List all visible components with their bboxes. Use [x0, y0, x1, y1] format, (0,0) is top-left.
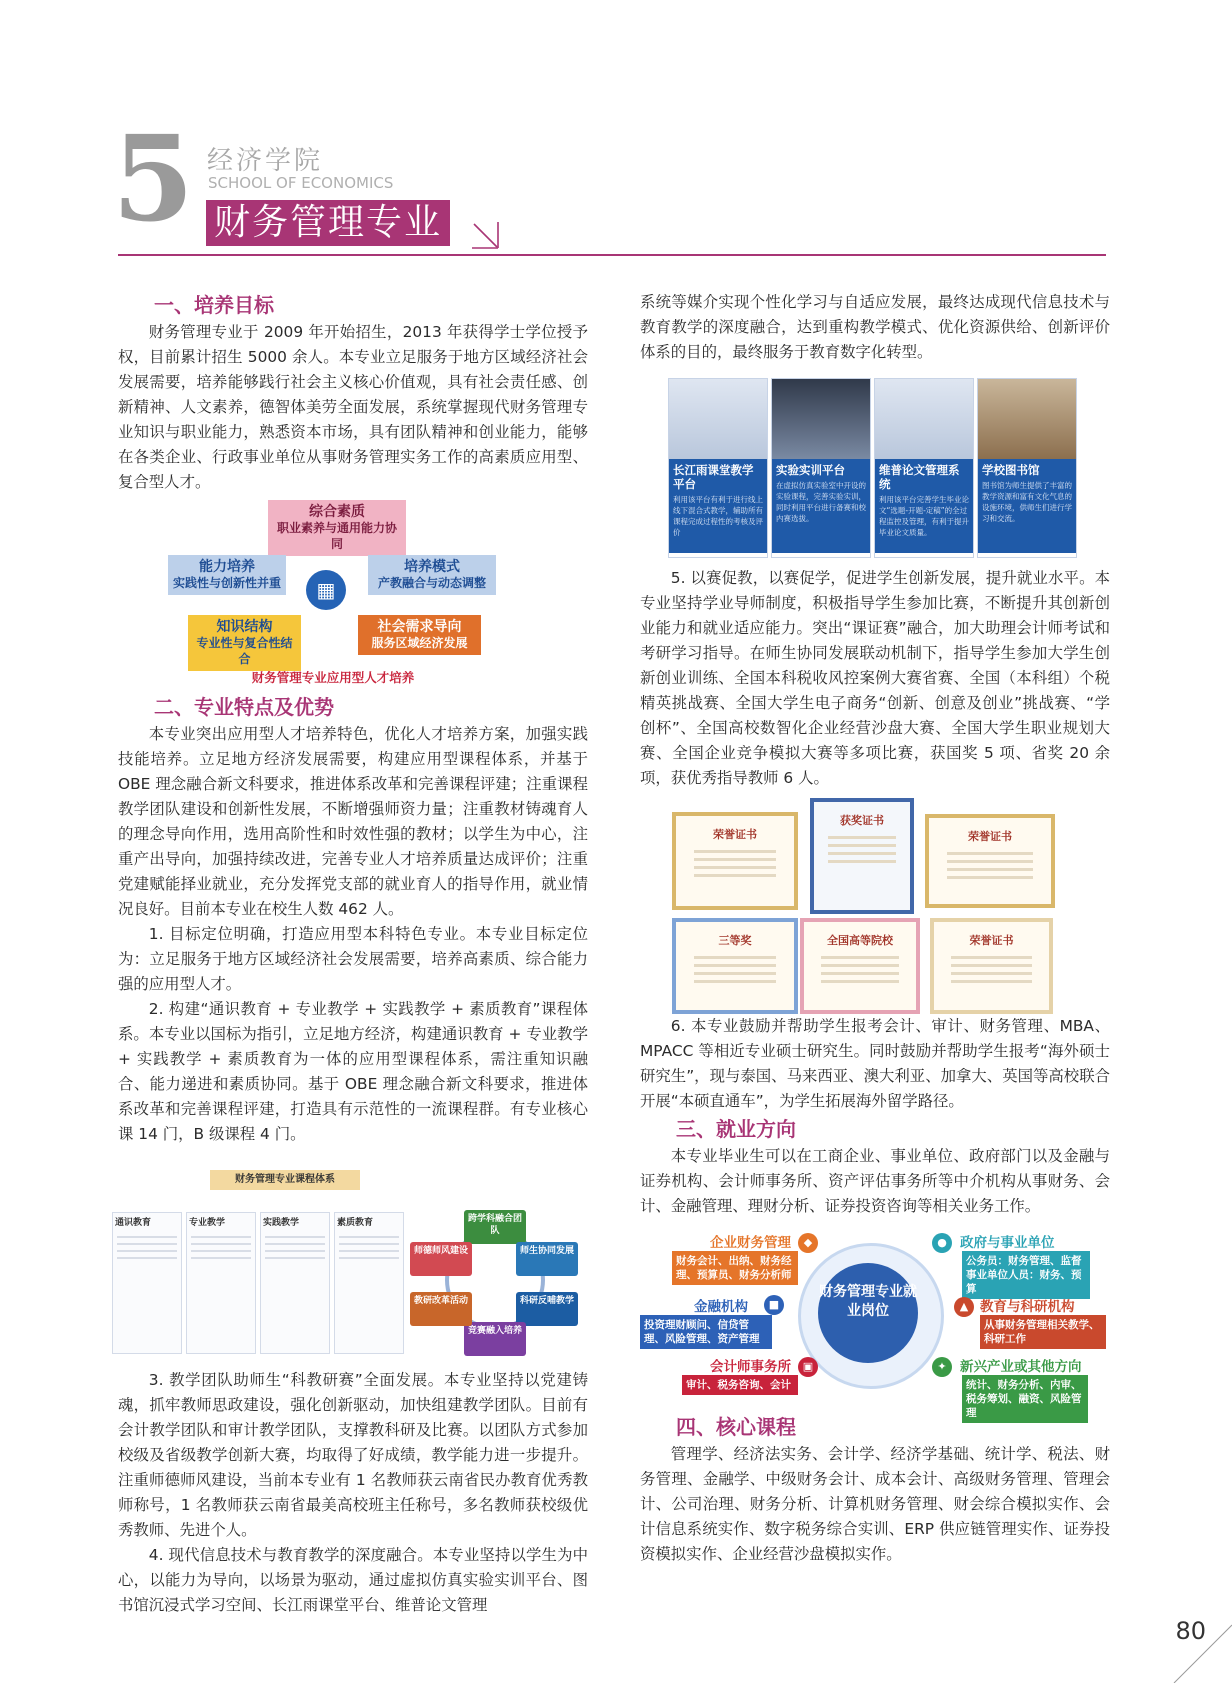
employment-accounting-detail: 审计、税务咨询、会计 — [682, 1375, 798, 1395]
course-col-quality: 素质教育 — [334, 1212, 404, 1354]
section-3-title: 三、就业方向 — [676, 1117, 796, 1141]
bank-icon: ■ — [764, 1295, 784, 1315]
chapter-number: 5 — [112, 109, 195, 248]
employment-enterprise-detail: 财务会计、出纳、财务经理、预算员、财务分析师 — [672, 1251, 798, 1285]
briefcase-icon: ◆ — [798, 1233, 818, 1253]
employment-emerging-detail: 统计、财务分析、内审、税务筹划、融资、风险管理 — [962, 1375, 1088, 1423]
corner-arrow-icon — [470, 220, 500, 250]
certificate-5: 全国高等院校 — [800, 918, 920, 1014]
right-column-top — [640, 290, 1110, 365]
employment-education-title: 教育与科研机构 — [980, 1299, 1075, 1315]
diagram-box-quality: 综合素质 职业素养与通用能力协同 — [268, 500, 406, 556]
section-4-paragraph: 管理学、经济法实务、会计学、经济学基础、统计学、税法、财务管理、金融学、中级财务会计、成本会计、高级财务管理、管理会计、公司治理、财务分析、计算机财务管理、财会综合模拟实作、会计信息系统实作、数字税务综合实训、ERP 供应链管理实作、证券投资模拟实作、企业经营沙盘模拟实作。 — [640, 1445, 1110, 1563]
book-icon: ▲ — [954, 1297, 974, 1317]
team-node-competition: 竞赛融入培养 — [464, 1322, 526, 1356]
certificate-2: 获奖证书 — [810, 798, 914, 914]
diagram-box-demand: 社会需求导向 服务区域经济发展 — [358, 615, 481, 655]
team-node-research: 科研反哺教学 — [516, 1292, 578, 1326]
corner-decoration — [1152, 1603, 1232, 1683]
team-node-ethics: 师德师风建设 — [410, 1242, 472, 1276]
location-icon: ● — [932, 1233, 952, 1253]
section-2 — [118, 692, 588, 1147]
building-icon: ▦ — [306, 570, 346, 610]
section-2-paragraph-2: 1. 目标定位明确，打造应用型本科特色专业。本专业目标定位为：立足服务于地方区域经济社会发展需要，培养高素质、综合能力强的应用型人才。 — [118, 925, 588, 993]
platform-card-library: 学校图书馆 图书馆为师生提供了丰富的教学资源和富有文化气息的设施环境，供师生们进行学习和交流。 — [977, 378, 1077, 558]
diagram-box-knowledge: 知识结构 专业性与复合性结合 — [188, 615, 301, 671]
platform-card-lab: 实验实训平台 在虚拟仿真实验室中开设的实验课程，完善实验实训，同时利用平台进行备赛和校内赛选拔。 — [771, 378, 871, 558]
diagram-box-ability: 能力培养 实践性与创新性并重 — [168, 555, 286, 595]
training-diagram — [168, 500, 498, 680]
platform-screenshot — [978, 379, 1076, 459]
diagram-caption: 财务管理专业应用型人才培养 — [251, 670, 415, 685]
section-2-paragraph-5-continued: 系统等媒介实现个性化学习与自适应发展，最终达成现代信息技术与教育教学的深度融合，达到重构教学模式、优化资源供给、创新评价体系的目的，最终服务于教育数字化转型。 — [640, 293, 1110, 361]
calculator-icon: ▣ — [798, 1357, 818, 1377]
course-system-title: 财务管理专业课程体系 — [210, 1170, 360, 1190]
certificate-3: 荣誉证书 — [925, 814, 1055, 908]
diagram-box-mode: 培养模式 产教融合与动态调整 — [368, 555, 496, 595]
school-name-en: SCHOOL OF ECONOMICS — [208, 174, 394, 192]
employment-education-detail: 从事财务管理相关教学、科研工作 — [980, 1315, 1106, 1349]
right-column-middle — [640, 1014, 1110, 1219]
team-node-reform: 教研改革活动 — [410, 1292, 472, 1326]
school-name-cn: 经济学院 — [207, 146, 324, 176]
certificate-1: 荣誉证书 — [672, 812, 798, 910]
employment-finance-detail: 投资理财顾问、信贷管理、风险管理、资产管理 — [640, 1315, 772, 1349]
section-2-paragraph-4: 3. 教学团队助师生“科教研赛”全面发展。本专业坚持以党建铸魂，抓牢教师思政建设，强化创新驱动，加快组建教学团队。目前有会计教学团队和审计教学团队，支撑教科研及比赛。以团队方式参加校级及省级教学创新大赛，均取得了好成绩，教学能力进一步提升。注重师德师风建设，当前本专业有 1 名教师获云南省民办教育优秀教师称号，1 名教师获云南省最美高校班主任称号，多名教师获校级优秀教师、先进个人。 — [118, 1371, 588, 1539]
major-title: 财务管理专业 — [206, 200, 450, 246]
course-col-general: 通识教育 — [112, 1212, 182, 1354]
team-cycle-diagram — [410, 1210, 580, 1360]
section-2-paragraph-6-block — [640, 566, 1110, 791]
section-2-paragraph-7: 6. 本专业鼓励并帮助学生报考会计、审计、财务管理、MBA、MPACC 等相近专业硕士研究生。同时鼓励并帮助学生报考“海外硕士研究生”，现与泰国、马来西亚、澳大利亚、加拿大、英国等高校联合开展“本硕直通车”，为学生拓展海外留学路径。 — [640, 1017, 1110, 1110]
header-rule — [118, 254, 1106, 256]
employment-finance-title: 金融机构 — [694, 1299, 748, 1315]
section-1-title: 一、培养目标 — [154, 293, 274, 317]
certificate-6: 荣誉证书 — [930, 918, 1053, 1014]
section-3-paragraph: 本专业毕业生可以在工商企业、事业单位、政府部门以及金融与证券机构、会计师事务所、资产评估事务所等中介机构从事财务、会计、金融管理、理财分析、证券投资咨询等相关业务工作。 — [640, 1147, 1110, 1215]
employment-emerging-title: 新兴产业或其他方向 — [960, 1359, 1082, 1375]
employment-center: 财务管理专业就业岗位 — [818, 1263, 918, 1363]
growth-icon: ✦ — [932, 1357, 952, 1377]
employment-accounting-title: 会计师事务所 — [710, 1359, 791, 1375]
platform-screenshot — [875, 379, 973, 459]
certificate-4: 三等奖 — [672, 918, 798, 1014]
team-center: 跨学科融合团队 — [464, 1210, 526, 1244]
section-1-paragraph: 财务管理专业于 2009 年开始招生，2013 年获得学士学位授予权，目前累计招生 5000 余人。本专业立足服务于地方区域经济社会发展需要，培养能够践行社会主义核心价值观，具有社会责任感、创新精神、人文素养，德智体美劳全面发展，系统掌握现代财务管理专业知识与职业能力，熟悉资本市场，具有团队精神和创业能力，能够在各类企业、行政事业单位从事财务管理实务工作的高素质应用型、复合型人才。 — [118, 323, 588, 491]
section-2-paragraph-6: 5. 以赛促教，以赛促学，促进学生创新发展，提升就业水平。本专业坚持学业导师制度，积极指导学生参加比赛，不断提升其创新创业能力和就业适应能力。突出“课证赛”融合，加大助理会计师考试和考研学习指导。在师生协同发展联动机制下，指导学生参加大学生创新创业训练、全国本科税收风控案例大赛省赛、全国（本科组）个税精英挑战赛、全国大学生电子商务“创新、创意及创业”挑战赛、“学创杯”、全国高校数智化企业经营沙盘大赛、全国大学生职业规划大赛、全国企业竞争模拟大赛等多项比赛，获国奖 5 项、省奖 20 余项，获优秀指导教师 6 人。 — [640, 569, 1110, 787]
course-col-major: 专业教学 — [186, 1212, 256, 1354]
section-2-paragraph-1: 本专业突出应用型人才培养特色，优化人才培养方案，加强实践技能培养。立足地方经济发展需要，构建应用型课程体系，并基于 OBE 理念融合新文科要求，推进体系改革和完善课程评建；注重课程教学团队建设和创新性发展，不断增强师资力量；注重教材铸魂育人的理念导向作用，选用高阶性和时效性强的教材；以学生为中心，注重产出导向，加强持续改进，完善专业人才培养质量达成评价；注重党建赋能择业就业，充分发挥党支部的就业育人的指导作用，就业情况良好。目前本专业在校生人数 462 人。 — [118, 725, 588, 918]
section-2-paragraph-3: 2. 构建“通识教育 + 专业教学 + 实践教学 + 素质教育”课程体系。本专业以国标为指引，立足地方经济，构建通识教育 + 专业教学 + 实践教学 + 素质教育为一体的应用型课程体系，需注重知识融合、能力递进和素质协同。基于 OBE 理念融合新文科要求，推进体系改革和完善课程评建，打造具有示范性的一流课程群。有专业核心课 14 门，B 级课程 4 门。 — [118, 1000, 588, 1143]
section-4 — [640, 1412, 1110, 1567]
platform-screenshot — [772, 379, 870, 459]
course-col-practice: 实践教学 — [260, 1212, 330, 1354]
section-2-continued — [118, 1368, 588, 1618]
employment-government-title: 政府与事业单位 — [960, 1235, 1055, 1251]
section-1 — [118, 290, 588, 495]
platform-screenshot — [669, 379, 767, 459]
team-node-collab: 师生协同发展 — [516, 1242, 578, 1276]
section-4-title: 四、核心课程 — [676, 1415, 796, 1439]
section-2-paragraph-5: 4. 现代信息技术与教育教学的深度融合。本专业坚持以学生为中心，以能力为导向，以场景为驱动，通过虚拟仿真实验实训平台、图书馆沉浸式学习空间、长江雨课堂平台、维普论文管理 — [118, 1546, 588, 1614]
employment-government-detail: 公务员：财务管理、监督 事业单位人员：财务、预算 — [962, 1251, 1090, 1299]
section-2-title: 二、专业特点及优势 — [154, 695, 334, 719]
page-number: 80 — [1175, 1617, 1206, 1645]
employment-diagram — [640, 1225, 1110, 1419]
platform-card-thesis: 维普论文管理系统 利用该平台完善学生毕业论文“选题-开题-定稿”的全过程监控及管理，有利于提升毕业论文质量。 — [874, 378, 974, 558]
platform-card-rain-classroom: 长江雨课堂教学平台 利用该平台有利于进行线上线下混合式教学，辅助所有课程完成过程性的考核及评价 — [668, 378, 768, 558]
employment-enterprise-title: 企业财务管理 — [710, 1235, 791, 1251]
